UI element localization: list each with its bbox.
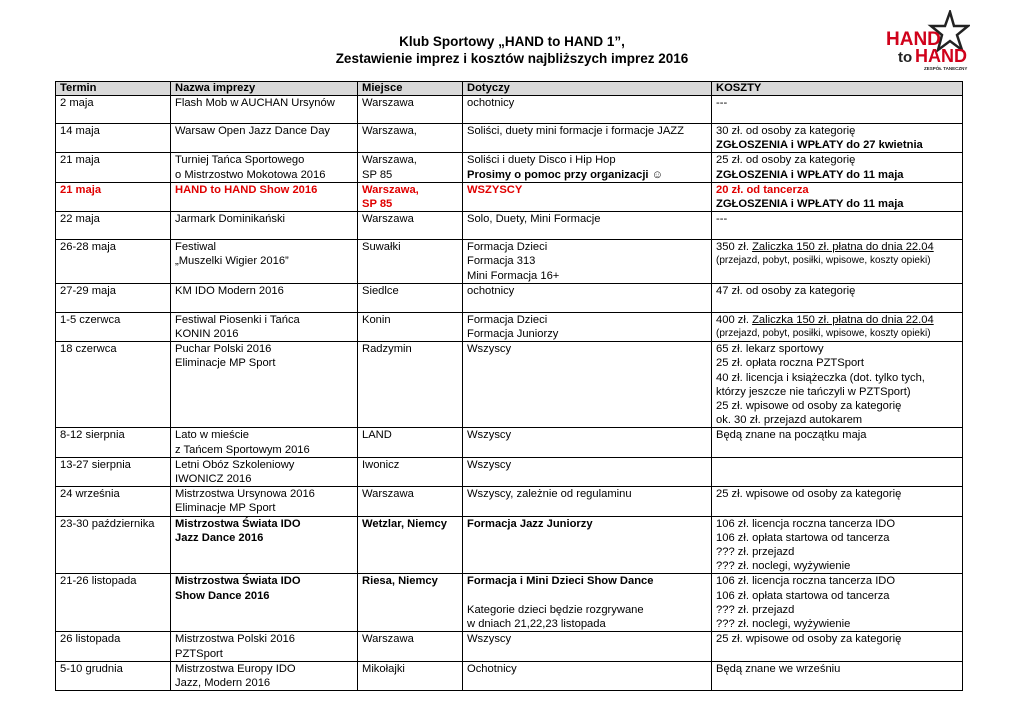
cell-termin: 18 czerwca bbox=[56, 342, 171, 428]
cell-koszty bbox=[712, 457, 963, 486]
cell-nazwa: Warsaw Open Jazz Dance Day bbox=[171, 124, 358, 153]
table-row bbox=[56, 632, 963, 661]
cell-koszty: Będą znane we wrześniu bbox=[712, 661, 963, 690]
table-row-highlighted bbox=[56, 182, 963, 211]
cell-dotyczy: Formacja Jazz Juniorzy bbox=[463, 516, 712, 574]
cell-nazwa: Flash Mob w AUCHAN Ursynów bbox=[171, 96, 358, 124]
cell-termin: 8-12 sierpnia bbox=[56, 428, 171, 457]
cell-termin: 24 września bbox=[56, 487, 171, 516]
cell-miejsce: Iwonicz bbox=[358, 457, 463, 486]
cell-termin: 26 listopada bbox=[56, 632, 171, 661]
cell-miejsce: Riesa, Niemcy bbox=[358, 574, 463, 632]
cell-dotyczy: Wszyscy bbox=[463, 428, 712, 457]
header-miejsce: Miejsce bbox=[358, 82, 463, 96]
cell-miejsce: Warszawa bbox=[358, 212, 463, 240]
cell-miejsce: Warszawa bbox=[358, 96, 463, 124]
header-dotyczy: Dotyczy bbox=[463, 82, 712, 96]
table-row bbox=[56, 283, 963, 312]
cell-dotyczy: Wszyscy bbox=[463, 342, 712, 428]
table-row bbox=[56, 516, 963, 574]
cell-nazwa: Lato w mieście z Tańcem Sportowym 2016 bbox=[171, 428, 358, 457]
cell-termin: 13-27 sierpnia bbox=[56, 457, 171, 486]
cell-termin: 27-29 maja bbox=[56, 283, 171, 312]
cell-koszty: --- bbox=[712, 96, 963, 124]
cell-dotyczy: Formacja Dzieci Formacja Juniorzy bbox=[463, 312, 712, 341]
cell-termin: 1-5 czerwca bbox=[56, 312, 171, 341]
cell-termin: 26-28 maja bbox=[56, 240, 171, 284]
cell-koszty: 350 zł. Zaliczka 150 zł. płatna do dnia 22.04 (przejazd, pobyt, posiłki, wpisowe, koszty opieki) bbox=[712, 240, 963, 284]
cell-nazwa: KM IDO Modern 2016 bbox=[171, 283, 358, 312]
cell-termin: 2 maja bbox=[56, 96, 171, 124]
cell-miejsce: LAND bbox=[358, 428, 463, 457]
cell-miejsce: Mikołajki bbox=[358, 661, 463, 690]
header-nazwa: Nazwa imprezy bbox=[171, 82, 358, 96]
cell-koszty: 25 zł. od osoby za kategorię ZGŁOSZENIA i WPŁATY do 11 maja bbox=[712, 153, 963, 182]
cell-miejsce: Warszawa, SP 85 bbox=[358, 182, 463, 211]
cell-termin: 21-26 listopada bbox=[56, 574, 171, 632]
hand-to-hand-logo bbox=[884, 10, 970, 72]
cell-koszty: 25 zł. wpisowe od osoby za kategorię bbox=[712, 487, 963, 516]
cell-termin: 22 maja bbox=[56, 212, 171, 240]
cell-nazwa: Mistrzostwa Świata IDO Show Dance 2016 bbox=[171, 574, 358, 632]
cell-miejsce: Suwałki bbox=[358, 240, 463, 284]
cell-dotyczy: Wszyscy, zależnie od regulaminu bbox=[463, 487, 712, 516]
cell-miejsce: Wetzlar, Niemcy bbox=[358, 516, 463, 574]
title-line-1: Klub Sportowy „HAND to HAND 1”, bbox=[399, 34, 625, 49]
table-row bbox=[56, 574, 963, 632]
cell-miejsce: Siedlce bbox=[358, 283, 463, 312]
cell-koszty: Będą znane na początku maja bbox=[712, 428, 963, 457]
cell-koszty: 25 zł. wpisowe od osoby za kategorię bbox=[712, 632, 963, 661]
cell-nazwa: Mistrzostwa Świata IDO Jazz Dance 2016 bbox=[171, 516, 358, 574]
table-row bbox=[56, 312, 963, 341]
table-row bbox=[56, 342, 963, 428]
table-row bbox=[56, 457, 963, 486]
table-row bbox=[56, 212, 963, 240]
cell-nazwa: Mistrzostwa Ursynowa 2016 Eliminacje MP Sport bbox=[171, 487, 358, 516]
cell-nazwa: Festiwal Piosenki i Tańca KONIN 2016 bbox=[171, 312, 358, 341]
cell-termin: 5-10 grudnia bbox=[56, 661, 171, 690]
cell-koszty: 30 zł. od osoby za kategorię ZGŁOSZENIA i WPŁATY do 27 kwietnia bbox=[712, 124, 963, 153]
title-line-2: Zestawienie imprez i kosztów najbliższych imprez 2016 bbox=[335, 51, 689, 66]
cell-dotyczy: ochotnicy bbox=[463, 96, 712, 124]
cell-koszty: 106 zł. licencja roczna tancerza IDO 106 zł. opłata startowa od tancerza ??? zł. przejazd ??? zł. noclegi, wyżywienie bbox=[712, 516, 963, 574]
logo-word-to: to bbox=[898, 49, 913, 66]
cell-miejsce: Warszawa bbox=[358, 487, 463, 516]
cell-nazwa: HAND to HAND Show 2016 bbox=[171, 182, 358, 211]
cell-termin: 21 maja bbox=[56, 153, 171, 182]
table-row bbox=[56, 124, 963, 153]
header-koszty: KOSZTY bbox=[712, 82, 963, 96]
cell-dotyczy: WSZYSCY bbox=[463, 182, 712, 211]
cell-nazwa: Turniej Tańca Sportowego o Mistrzostwo Mokotowa 2016 bbox=[171, 153, 358, 182]
cell-miejsce: Warszawa, SP 85 bbox=[358, 153, 463, 182]
cell-nazwa: Letni Obóz Szkoleniowy IWONICZ 2016 bbox=[171, 457, 358, 486]
cell-nazwa: Festiwal „Muszelki Wigier 2016” bbox=[171, 240, 358, 284]
cell-miejsce: Warszawa, bbox=[358, 124, 463, 153]
cell-koszty: 400 zł. Zaliczka 150 zł. płatna do dnia 22.04 (przejazd, pobyt, posiłki, wpisowe, koszty opieki) bbox=[712, 312, 963, 341]
cell-koszty: 65 zł. lekarz sportowy 25 zł. opłata roczna PZTSport 40 zł. licencja i książeczka (dot. tylko tych, którzy jeszcze nie tańczyli w PZTSport) 25 zł. wpisowe od osoby za kategorię ok. 30 zł. przejazd autokarem bbox=[712, 342, 963, 428]
cell-koszty: 106 zł. licencja roczna tancerza IDO 106 zł. opłata startowa od tancerza ??? zł. przejazd ??? zł. noclegi, wyżywienie bbox=[712, 574, 963, 632]
cell-dotyczy: Wszyscy bbox=[463, 632, 712, 661]
cell-dotyczy: Soliści, duety mini formacje i formacje JAZZ bbox=[463, 124, 712, 153]
cell-dotyczy: Wszyscy bbox=[463, 457, 712, 486]
table-header-row bbox=[56, 82, 963, 96]
table-row bbox=[56, 428, 963, 457]
cell-termin: 14 maja bbox=[56, 124, 171, 153]
cell-koszty: --- bbox=[712, 212, 963, 240]
cell-nazwa: Jarmark Dominikański bbox=[171, 212, 358, 240]
table-row bbox=[56, 661, 963, 690]
table-row bbox=[56, 153, 963, 182]
cell-miejsce: Konin bbox=[358, 312, 463, 341]
cell-dotyczy: Soliści i duety Disco i Hip Hop Prosimy o pomoc przy organizacji ☺ bbox=[463, 153, 712, 182]
page-title bbox=[0, 33, 1024, 67]
events-table bbox=[55, 81, 963, 691]
logo-subtitle: ZESPÓŁ TANECZNY bbox=[924, 66, 968, 71]
table-row bbox=[56, 240, 963, 284]
logo-word-hand-2: HAND bbox=[915, 46, 967, 66]
logo-word-hand: HAND bbox=[886, 29, 941, 50]
cell-nazwa: Mistrzostwa Europy IDO Jazz, Modern 2016 bbox=[171, 661, 358, 690]
cell-miejsce: Radzymin bbox=[358, 342, 463, 428]
cell-dotyczy: Formacja i Mini Dzieci Show Dance Kategorie dzieci będzie rozgrywane w dniach 21,22,23 listopada bbox=[463, 574, 712, 632]
cell-dotyczy: Solo, Duety, Mini Formacje bbox=[463, 212, 712, 240]
cell-dotyczy: ochotnicy bbox=[463, 283, 712, 312]
cell-dotyczy: Ochotnicy bbox=[463, 661, 712, 690]
cell-termin: 21 maja bbox=[56, 182, 171, 211]
cell-miejsce: Warszawa bbox=[358, 632, 463, 661]
cell-termin: 23-30 października bbox=[56, 516, 171, 574]
cell-koszty: 20 zł. od tancerza ZGŁOSZENIA i WPŁATY do 11 maja bbox=[712, 182, 963, 211]
cell-dotyczy: Formacja Dzieci Formacja 313 Mini Formacja 16+ bbox=[463, 240, 712, 284]
cell-koszty: 47 zł. od osoby za kategorię bbox=[712, 283, 963, 312]
table-row bbox=[56, 487, 963, 516]
cell-nazwa: Puchar Polski 2016 Eliminacje MP Sport bbox=[171, 342, 358, 428]
cell-nazwa: Mistrzostwa Polski 2016 PZTSport bbox=[171, 632, 358, 661]
table-row bbox=[56, 96, 963, 124]
header-termin: Termin bbox=[56, 82, 171, 96]
